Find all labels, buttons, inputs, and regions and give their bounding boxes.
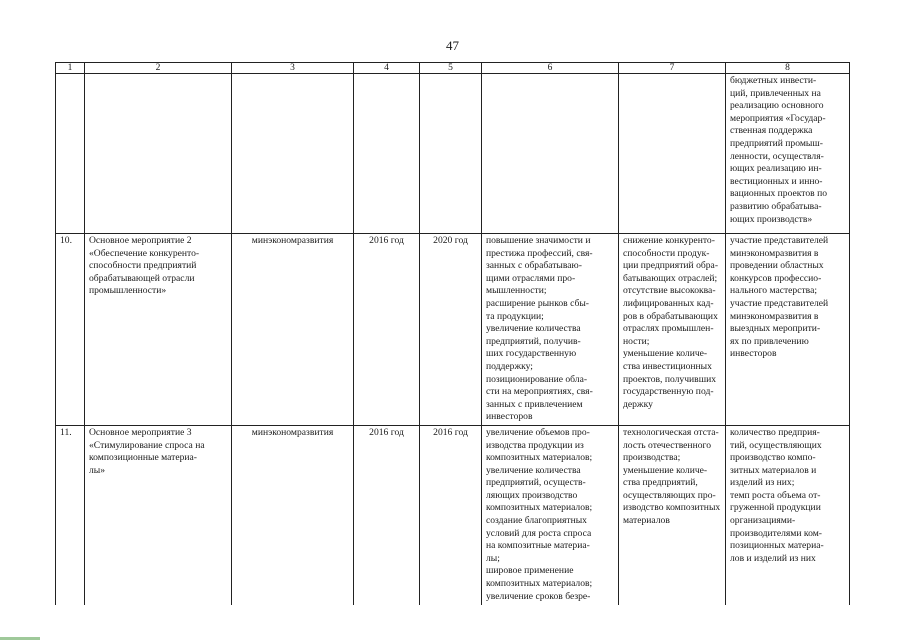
consequences: снижение конкуренто- способности продук- ции предприятий обра- батывающих отраслей; отсутствие высококва- лифицированных кад- ров в обрабатывающих отраслях промышлен- ности; уменьшение количе- ства инвестиционных проектов, получивших государственную под- держку — [619, 234, 726, 426]
consequences — [619, 74, 726, 234]
start-year — [354, 74, 420, 234]
page-number: 47 — [446, 38, 459, 53]
header-cell: 3 — [232, 63, 354, 74]
header-cell: 5 — [420, 63, 482, 74]
row-number — [56, 74, 85, 234]
start-year: 2016 год — [354, 234, 420, 426]
activity-name: Основное мероприятие 3 «Стимулирование спроса на композиционные материа- лы» — [85, 425, 232, 605]
indicators: бюджетных инвести- ций, привлеченных на реализацию основного мероприятия «Государ- ственная поддержка предприятий промыш- ленности, осуществля- ющих реализацию ин- вестиционных и инно- вационных проектов по развитию обрабатыва- ющих производств» — [726, 74, 850, 234]
table-row — [56, 74, 850, 234]
expected-result: увеличение объемов про- изводства продукции из композитных материалов; увеличение количества предприятий, осуществ- ляющих производство композитных материалов; создание благоприятных условий для роста спроса на композитные материа- лы; шировое применение композитных материалов; увеличение сроков безре- — [482, 425, 619, 605]
row-number: 11. — [56, 425, 85, 605]
expected-result: повышение значимости и престижа профессий, свя- занных с обрабатываю- щими отраслями про- мышленности; расширение рынков сбы- та продукции; увеличение количества предприятий, получив- ших государственную поддержку; позиционирование обла- сти на мероприятиях, свя- занных с привлечением инвесторов — [482, 234, 619, 426]
row-number: 10. — [56, 234, 85, 426]
end-year: 2020 год — [420, 234, 482, 426]
activity-name — [85, 74, 232, 234]
table-row — [56, 234, 850, 426]
table-row — [56, 425, 850, 605]
expected-result — [482, 74, 619, 234]
indicators: участие представителей минэкономразвития в проведении областных конкурсов профессио- нального мастерства; участие представителей минэкономразвития в выездных мероприти- ях по привлечению инвесторов — [726, 234, 850, 426]
header-row — [56, 63, 850, 74]
activity-name: Основное мероприятие 2 «Обеспечение конкуренто- способности предприятий обрабатывающей отрасли промышленности» — [85, 234, 232, 426]
executor — [232, 74, 354, 234]
header-cell: 8 — [726, 63, 850, 74]
consequences: технологическая отста- лость отечественного производства; уменьшение количе- ства предприятий, осуществляющих про- изводство композитных материалов — [619, 425, 726, 605]
header-cell: 2 — [85, 63, 232, 74]
end-year — [420, 74, 482, 234]
header-cell: 1 — [56, 63, 85, 74]
header-cell: 6 — [482, 63, 619, 74]
start-year: 2016 год — [354, 425, 420, 605]
header-cell: 7 — [619, 63, 726, 74]
executor: минэкономразвития — [232, 234, 354, 426]
indicators: количество предприя- тий, осуществляющих производство компо- зитных материалов и изделий из них; темп роста объема от- груженной продукции организациями- производителями ком- позиционных материа- лов и изделий из них — [726, 425, 850, 605]
activities-table — [55, 62, 850, 605]
executor: минэкономразвития — [232, 425, 354, 605]
end-year: 2016 год — [420, 425, 482, 605]
header-cell: 4 — [354, 63, 420, 74]
